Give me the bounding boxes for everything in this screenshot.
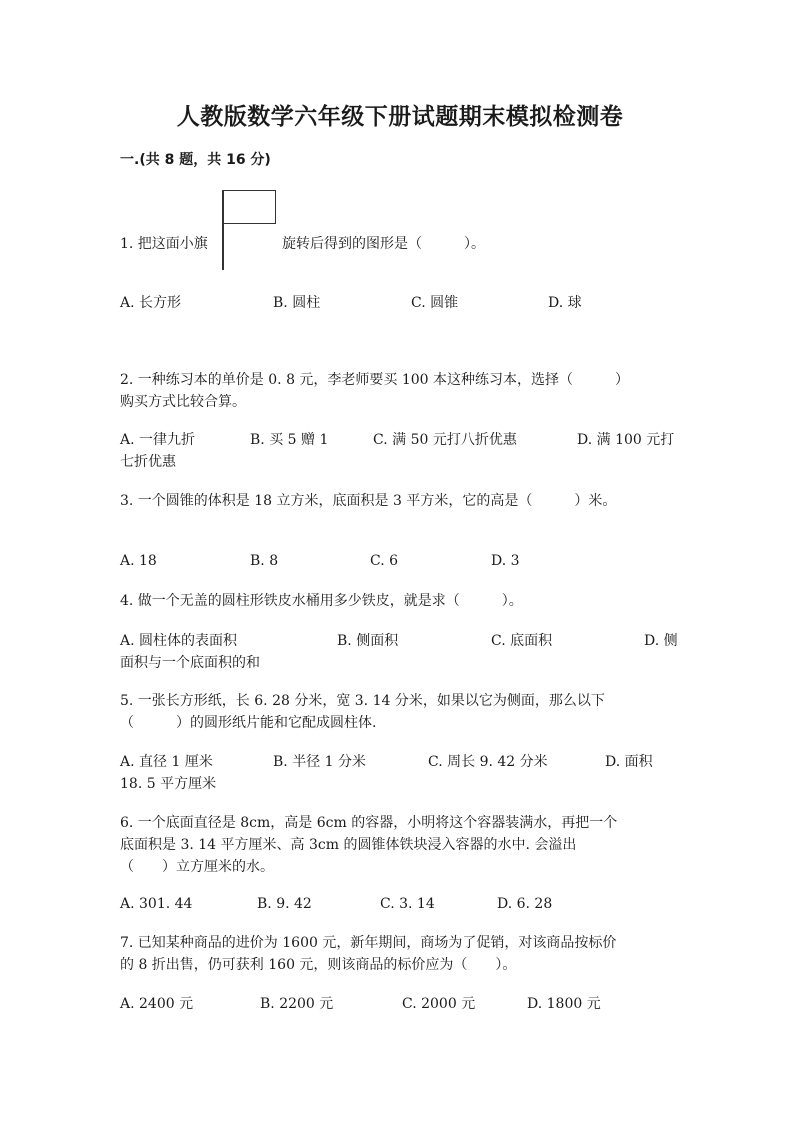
question-5-line-1: 5. 一张长方形纸，长 6. 28 分米，宽 3. 14 分米，如果以它为侧面，那么以下 bbox=[120, 693, 605, 709]
question-6-option-d[interactable]: D. 6. 28 bbox=[497, 896, 553, 912]
question-3-option-b[interactable]: B. 8 bbox=[250, 553, 279, 569]
question-6-option-b[interactable]: B. 9. 42 bbox=[257, 896, 312, 912]
question-7-line-2: 的 8 折出售，仍可获利 160 元，则该商品的标价应为（ ）。 bbox=[120, 957, 517, 973]
question-2-option-b[interactable]: B. 买 5 赠 1 bbox=[250, 432, 329, 448]
question-4-option-d-wrap: 面积与一个底面积的和 bbox=[120, 655, 260, 671]
question-5-option-a[interactable]: A. 直径 1 厘米 bbox=[120, 754, 213, 770]
question-5-option-d-wrap: 18. 5 平方厘米 bbox=[120, 776, 217, 792]
question-4-option-c[interactable]: C. 底面积 bbox=[491, 633, 553, 649]
question-6-option-c[interactable]: C. 3. 14 bbox=[380, 896, 435, 912]
question-6-line-2: 底面积是 3. 14 平方厘米、高 3cm 的圆锥体铁块浸入容器的水中. 会溢出 bbox=[120, 837, 577, 853]
question-3-option-a[interactable]: A. 18 bbox=[120, 553, 157, 569]
question-4-option-d[interactable]: D. 侧 bbox=[644, 633, 678, 649]
question-4-option-b[interactable]: B. 侧面积 bbox=[337, 633, 399, 649]
question-1-stem-end: 旋转后得到的图形是（ ）。 bbox=[282, 236, 485, 252]
question-6-line-3: （ ）立方厘米的水。 bbox=[120, 859, 274, 875]
question-7-option-b[interactable]: B. 2200 元 bbox=[260, 996, 334, 1012]
question-3-option-c[interactable]: C. 6 bbox=[370, 553, 399, 569]
question-2-option-d[interactable]: D. 满 100 元打 bbox=[577, 432, 675, 448]
question-2-option-c[interactable]: C. 满 50 元打八折优惠 bbox=[373, 432, 517, 448]
question-5-option-b[interactable]: B. 半径 1 分米 bbox=[273, 754, 366, 770]
question-6-option-a[interactable]: A. 301. 44 bbox=[120, 896, 193, 912]
question-3-line-1: 3. 一个圆锥的体积是 18 立方米，底面积是 3 平方米，它的高是（ ）米。 bbox=[120, 493, 617, 509]
question-1-option-a[interactable]: A. 长方形 bbox=[120, 295, 182, 311]
question-7-line-1: 7. 已知某种商品的进价为 1600 元，新年期间，商场为了促销，对该商品按标价 bbox=[120, 935, 617, 951]
question-1-option-c[interactable]: C. 圆锥 bbox=[411, 295, 459, 311]
question-2-line-1: 2. 一种练习本的单价是 0. 8 元，李老师要买 100 本这种练习本，选择（ ） bbox=[120, 372, 630, 388]
flag-banner bbox=[223, 190, 276, 224]
question-1-stem-start: 1. 把这面小旗 bbox=[120, 236, 208, 252]
question-1-option-d[interactable]: D. 球 bbox=[548, 295, 582, 311]
question-2-option-a[interactable]: A. 一律九折 bbox=[120, 432, 196, 448]
question-5-option-d[interactable]: D. 面积 bbox=[605, 754, 653, 770]
section-heading: 一.(共 8 题，共 16 分) bbox=[120, 152, 271, 168]
question-3-option-d[interactable]: D. 3 bbox=[491, 553, 520, 569]
question-2-option-d-wrap: 七折优惠 bbox=[120, 454, 176, 470]
question-2-line-2: 购买方式比较合算。 bbox=[120, 394, 246, 410]
question-5-line-2: （ ）的圆形纸片能和它配成圆柱体. bbox=[120, 715, 377, 731]
question-6-line-1: 6. 一个底面直径是 8cm，高是 6cm 的容器，小明将这个容器装满水，再把一个 bbox=[120, 815, 618, 831]
question-7-option-c[interactable]: C. 2000 元 bbox=[402, 996, 476, 1012]
question-4-line-1: 4. 做一个无盖的圆柱形铁皮水桶用多少铁皮，就是求（ ）。 bbox=[120, 593, 523, 609]
question-7-option-a[interactable]: A. 2400 元 bbox=[120, 996, 194, 1012]
question-4-option-a[interactable]: A. 圆柱体的表面积 bbox=[120, 633, 238, 649]
question-7-option-d[interactable]: D. 1800 元 bbox=[527, 996, 601, 1012]
question-5-option-c[interactable]: C. 周长 9. 42 分米 bbox=[428, 754, 548, 770]
question-1-option-b[interactable]: B. 圆柱 bbox=[273, 295, 321, 311]
page-title: 人教版数学六年级下册试题期末模拟检测卷 bbox=[176, 104, 624, 130]
